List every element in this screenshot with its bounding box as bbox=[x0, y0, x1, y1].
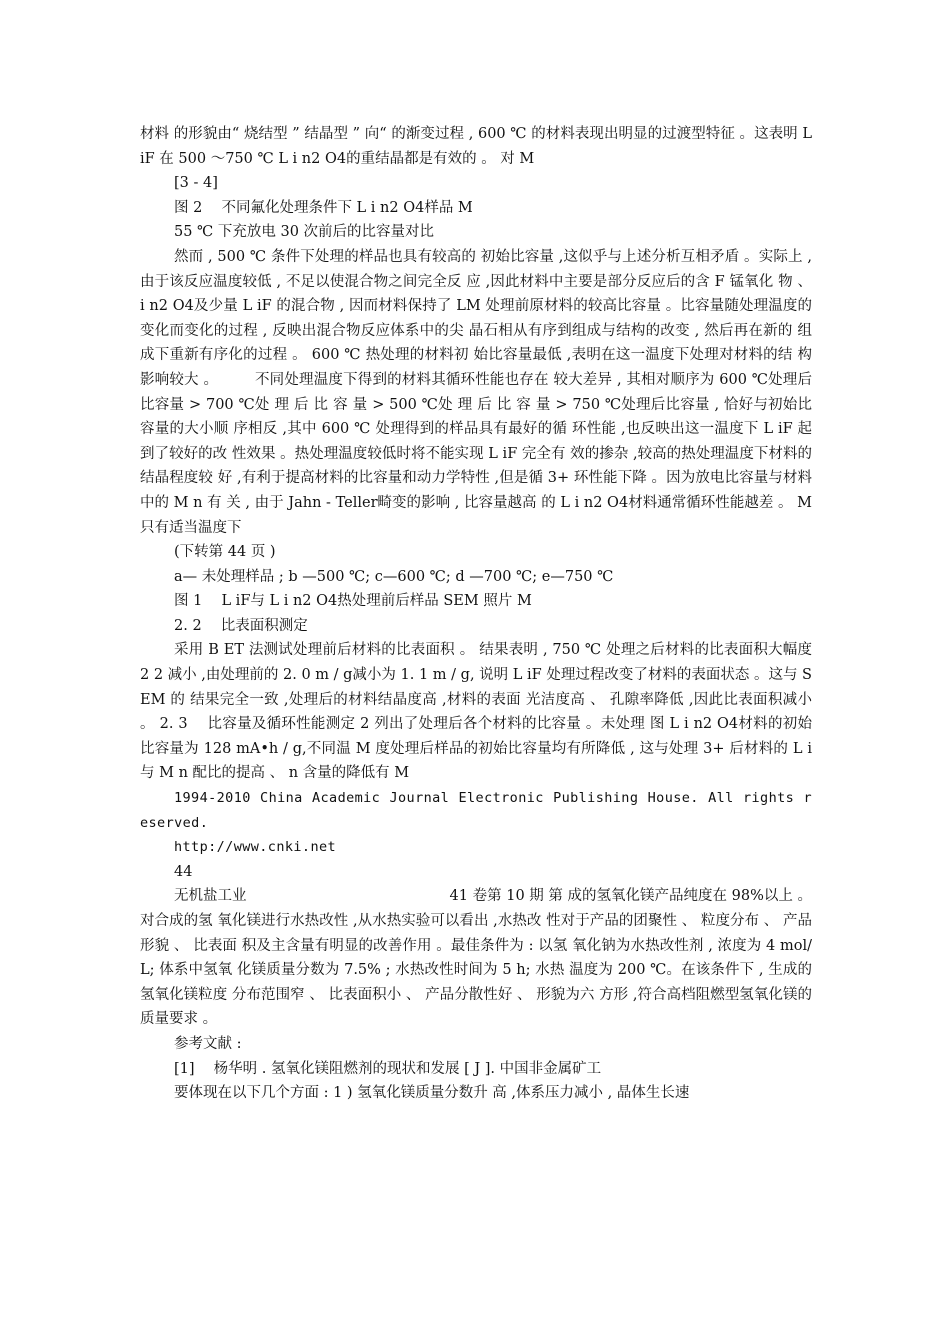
document-page bbox=[140, 122, 812, 1106]
citation-ref-3-4: [3 - 4] bbox=[174, 175, 218, 192]
paragraph-surface-area: 采用 B ET 法测试处理前后材料的比表面积 。 结果表明 , 750 ℃ 处理之后材料的比表面积大幅度 2 2 减小 ,由处理前的 2. 0 m / g减小为 1. 1 m / g, 说明 L iF 处理过程改变了材料的表面状态 。这与 SEM 的 结果完全一致 ,处理后的材料结晶度高 ,材料的表面 光洁度高 、 孔隙率降低 ,因此比表面积减小 。 2. 3 比容量及循环性能测定 2 列出了处理后各个材料的比容量 。未处理 图 L i n2 O4材料的初始比容量为 128 mA•h / g,不同温 M 度处理后样品的初始比容量均有所降低 , 这与处理 3+ 后材料的 L i 与 M n 配比的提高 、 n 含量的降低有 M bbox=[140, 642, 812, 782]
figure-2-subcaption: 55 ℃ 下充放电 30 次前后的比容量对比 bbox=[174, 224, 435, 241]
paragraph-journal-header-conclusion: 无机盐工业 41 卷第 10 期 第 成的氢氧化镁产品纯度在 98%以上 。对合成的氢 氧化镁进行水热改性 ,从水热实验可以看出 ,水热改 性对于产品的团聚性 、 粒度分布 、 产品形貌 、 比表面 积及主含量有明显的改善作用 。最佳条件为 : 以氢 氧化钠为水热改性剂 , 浓度为 4 mol/L; 体系中氢氧 化镁质量分数为 7.5% ; 水热改性时间为 5 h; 水热 温度为 200 ℃。在该条件下 , 生成的氢氧化镁粒度 分布范围窄 、 比表面积小 、 产品分散性好 、 形貌为六 方形 ,符合高档阻燃型氢氧化镁的质量要求 。 bbox=[140, 888, 812, 1028]
paragraph-capacity-analysis: 然而 , 500 ℃ 条件下处理的样品也具有较高的 初始比容量 ,这似乎与上述分析互相矛盾 。实际上 , 由于该反应温度较低 , 不足以使混合物之间完全反 应 ,因此材料中主要是部分反应后的含 F 锰氧化 物 、 i n2 O4及少量 L iF 的混合物 , 因而材料保持了 LM 处理前原材料的较高比容量 。比容量随处理温度的 变化而变化的过程 , 反映出混合物反应体系中的尖 晶石相从有序到组成与结构的改变 , 然后再在新的 组成下重新有序化的过程 。 600 ℃ 热处理的材料初 始比容量最低 ,表明在这一温度下处理对材料的结 构影响较大 。 不同处理温度下得到的材料其循环性能也存在 较大差异 , 其相对顺序为 600 ℃处理后比容量 > 700 ℃处 理 后 比 容 量 > 500 ℃处 理 后 比 容 量 > 750 ℃处理后比容量 , 恰好与初始比容量的大小顺 序相反 ,其中 600 ℃ 处理得到的样品具有最好的循 环性能 ,也反映出这一温度下 L iF 起到了较好的改 性效果 。热处理温度较低时将不能实现 L iF 完全有 效的掺杂 ,较高的热处理温度下材料的结晶程度较 好 ,有利于提高材料的比容量和动力学特性 ,但是循 3+ 环性能下降 。因为放电比容量与材料中的 M n 有 关 , 由于 Jahn - Teller畸变的影响 , 比容量越高 的 L i n2 O4材料通常循环性能越差 。 M 只有适当温度下 bbox=[140, 248, 812, 536]
source-url[interactable]: http://www.cnki.net bbox=[174, 839, 337, 856]
figure-2-caption: 图 2 不同氟化处理条件下 L i n2 O4样品 M bbox=[174, 199, 473, 216]
paragraph-morphology-transition: 材料 的形貌由“ 烧结型 ” 结晶型 ” 向“ 的渐变过程 , 600 ℃ 的材料表现出明显的过渡型特征 。这表明 L iF 在 500 ～750 ℃ L i n2 O4的重结晶都是有效的 。 对 M bbox=[140, 126, 812, 167]
page-number: 44 bbox=[174, 863, 193, 880]
reference-1: [1] 杨华明 . 氢氧化镁阻燃剂的现状和发展 [ J ]. 中国非金属矿工 bbox=[174, 1060, 602, 1077]
paragraph-trailing-fragment: 要体现在以下几个方面 : 1 ) 氢氧化镁质量分数升 高 ,体系压力减小 , 晶体生长速 bbox=[174, 1085, 690, 1102]
continued-on-page-note: (下转第 44 页 ) bbox=[174, 544, 276, 561]
copyright-notice: 1994-2010 China Academic Journal Electronic Publishing House. All rights reserved. bbox=[140, 790, 812, 831]
references-heading: 参考文献 : bbox=[174, 1035, 242, 1052]
figure-1-caption: 图 1 L iF与 L i n2 O4热处理前后样品 SEM 照片 M bbox=[174, 593, 532, 610]
section-heading-2-2: 2. 2 比表面积测定 bbox=[174, 617, 308, 634]
figure-1-legend: a— 未处理样品 ; b —500 ℃; c—600 ℃; d —700 ℃; e—750 ℃ bbox=[174, 568, 614, 585]
